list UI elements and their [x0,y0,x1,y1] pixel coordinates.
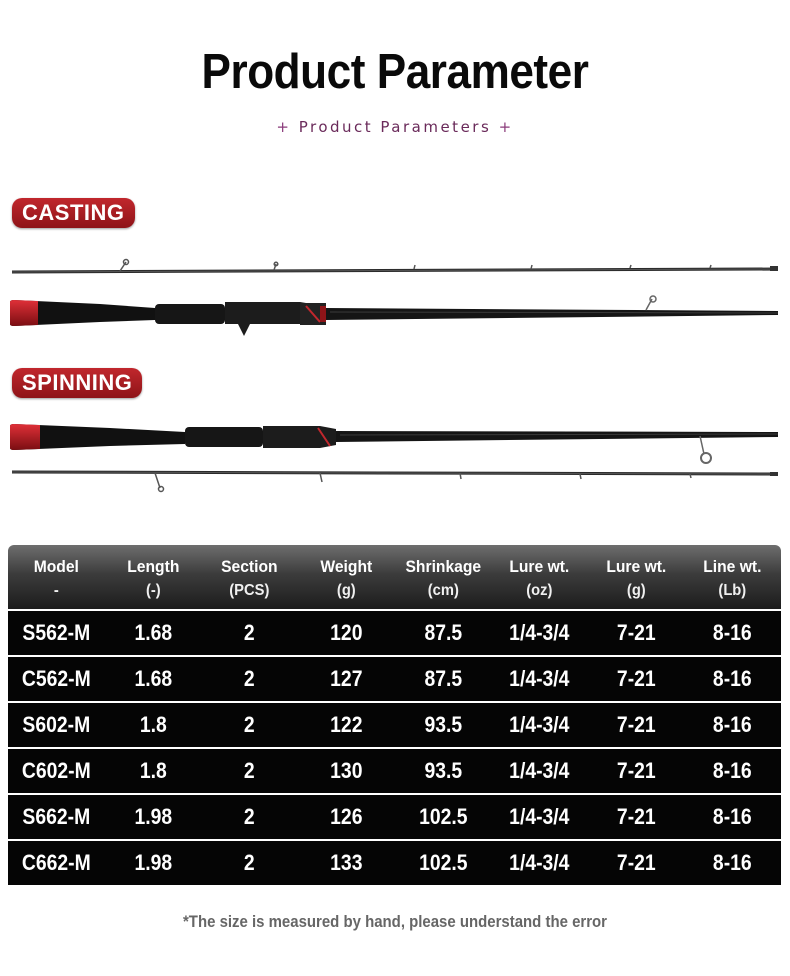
header-shrinkage: Shrinkage (cm) [404,557,481,599]
cell-line-wt: 8-16 [713,850,753,875]
header-length: Length (-) [126,557,179,599]
cell-model: C562-M [21,666,91,691]
table-row [8,611,781,655]
cell-lure-wt-oz: 1/4-3/4 [509,850,570,875]
header-line-wt: Line wt. (Lb) [703,557,762,599]
cell-section: 2 [244,758,255,783]
cell-section: 2 [244,804,255,829]
cell-length: 1.68 [134,666,172,691]
cell-shrinkage: 87.5 [423,666,462,691]
cell-line-wt: 8-16 [713,758,753,783]
table-row [8,841,781,885]
table-header [8,545,781,609]
cell-shrinkage: 102.5 [418,850,468,875]
page-subtitle [0,118,790,136]
cell-line-wt: 8-16 [713,712,753,737]
header-lure-wt-oz: Lure wt. (oz) [509,557,570,599]
cell-shrinkage: 102.5 [418,804,468,829]
table-row [8,749,781,793]
cell-weight: 126 [330,804,363,829]
cell-lure-wt-g: 7-21 [616,666,656,691]
subtitle-ornament-right: + [498,118,514,136]
cell-section: 2 [244,620,255,645]
cell-section: 2 [244,712,255,737]
cell-section: 2 [244,666,255,691]
cell-length: 1.8 [139,712,167,737]
subtitle-text: Product Parameters [298,118,492,136]
cell-length: 1.68 [134,620,172,645]
casting-rod-butt-image [0,294,790,338]
cell-weight: 133 [330,850,363,875]
table-row [8,703,781,747]
cell-length: 1.8 [139,758,167,783]
parameter-table [8,545,781,885]
cell-model: C662-M [21,850,91,875]
measurement-footnote: *The size is measured by hand, please understand the error [182,912,607,931]
page-title: Product Parameter [201,45,589,99]
casting-rod-tip-image [0,258,790,282]
cell-length: 1.98 [134,850,172,875]
header-lure-wt-g: Lure wt. (g) [606,557,667,599]
cell-lure-wt-g: 7-21 [616,620,656,645]
cell-line-wt: 8-16 [713,620,753,645]
cell-shrinkage: 93.5 [423,712,462,737]
casting-badge: CASTING [12,198,135,228]
cell-weight: 127 [330,666,363,691]
cell-shrinkage: 87.5 [423,620,462,645]
cell-lure-wt-g: 7-21 [616,850,656,875]
cell-lure-wt-oz: 1/4-3/4 [509,804,570,829]
cell-lure-wt-g: 7-21 [616,758,656,783]
cell-line-wt: 8-16 [713,804,753,829]
cell-lure-wt-g: 7-21 [616,712,656,737]
cell-model: S562-M [22,620,91,645]
spinning-rod-tip-image [0,464,790,494]
cell-section: 2 [244,850,255,875]
cell-weight: 130 [330,758,363,783]
cell-lure-wt-oz: 1/4-3/4 [509,620,570,645]
cell-model: C602-M [21,758,91,783]
cell-model: S602-M [22,712,91,737]
table-row [8,657,781,701]
spinning-rod-butt-image [0,420,790,468]
cell-lure-wt-oz: 1/4-3/4 [509,758,570,783]
table-row [8,795,781,839]
cell-lure-wt-oz: 1/4-3/4 [509,712,570,737]
subtitle-ornament-left: + [276,118,292,136]
spinning-badge: SPINNING [12,368,142,398]
cell-lure-wt-oz: 1/4-3/4 [509,666,570,691]
cell-weight: 122 [330,712,363,737]
cell-weight: 120 [330,620,363,645]
cell-model: S662-M [22,804,91,829]
cell-length: 1.98 [134,804,172,829]
cell-shrinkage: 93.5 [423,758,462,783]
header-section: Section (PCS) [221,557,278,599]
cell-lure-wt-g: 7-21 [616,804,656,829]
header-weight: Weight (g) [320,557,373,599]
header-model: Model - [33,557,79,599]
cell-line-wt: 8-16 [713,666,753,691]
